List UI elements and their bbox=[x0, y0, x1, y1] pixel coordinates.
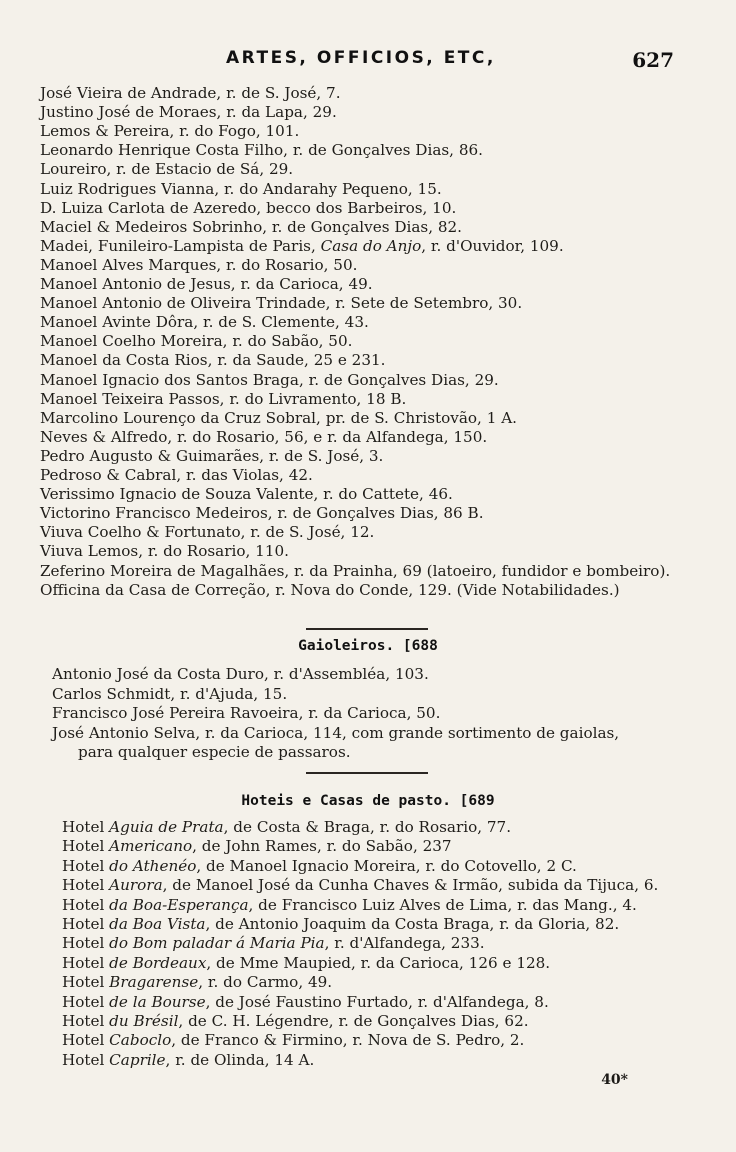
directory-entry: Manoel Antonio de Oliveira Trindade, r. Sete de Setembro, 30. bbox=[40, 294, 523, 313]
directory-entry: Manoel Antonio de Jesus, r. da Carioca, 49. bbox=[40, 275, 373, 293]
directory-entry: Antonio José da Costa Duro, r. d'Assembléa, 103. bbox=[52, 665, 429, 683]
directory-entry: Manoel Ignacio dos Santos Braga, r. de Gonçalves Dias, 29. bbox=[40, 370, 499, 389]
section-divider bbox=[306, 772, 428, 774]
directory-entry: Pedro Augusto & Guimarães, r. de S. José, 3. bbox=[40, 446, 384, 465]
section-divider bbox=[306, 628, 428, 630]
directory-entry: Hotel da Boa Vista, de Antonio Joaquim da Costa Braga, r. da Gloria, 82. bbox=[62, 915, 620, 933]
directory-entry: Luiz Rodrigues Vianna, r. do Andarahy Pequeno, 15. bbox=[40, 179, 442, 198]
page-number: 627 bbox=[632, 48, 674, 72]
directory-entry: Hotel do Athenéo, de Manoel Ignacio Moreira, r. do Cotovello, 2 C. bbox=[62, 856, 577, 875]
directory-entry: Hotel Aguia de Prata, de Costa & Braga, r. do Rosario, 77. bbox=[62, 818, 512, 836]
section-title-gaioleiros: Gaioleiros. [688 bbox=[298, 638, 438, 654]
directory-entry: Manoel Teixeira Passos, r. do Livramento, 18 B. bbox=[40, 389, 407, 408]
section-title-hoteis: Hoteis e Casas de pasto. [689 bbox=[241, 793, 495, 809]
directory-entry: Maciel & Medeiros Sobrinho, r. de Gonçalves Dias, 82. bbox=[40, 217, 463, 236]
directory-entry: Hotel de la Bourse, de José Faustino Furtado, r. d'Alfandega, 8. bbox=[62, 992, 549, 1011]
directory-entry: Justino José de Moraes, r. da Lapa, 29. bbox=[40, 103, 337, 122]
directory-entry: Hotel du Brésil, de C. H. Légendre, r. de Gonçalves Dias, 62. bbox=[62, 1012, 529, 1030]
directory-entry: Francisco José Pereira Ravoeira, r. da Carioca, 50. bbox=[52, 704, 441, 722]
running-title: ARTES, OFFICIOS, ETC, bbox=[226, 48, 496, 68]
directory-entry: para qualquer especie de passaros. bbox=[78, 743, 351, 761]
directory-entry: Lemos & Pereira, r. do Fogo, 101. bbox=[40, 122, 300, 141]
directory-entry: Madei, Funileiro-Lampista de Paris, Casa do Anjo, r. d'Ouvidor, 109. bbox=[40, 236, 564, 255]
directory-entry: Hotel da Boa-Esperança, de Francisco Luiz Alves de Lima, r. das Mang., 4. bbox=[62, 895, 637, 914]
directory-entry: Manoel Avinte Dôra, r. de S. Clemente, 43. bbox=[40, 313, 369, 332]
directory-entry: Hotel Bragarense, r. do Carmo, 49. bbox=[62, 973, 333, 992]
directory-entry: José Antonio Selva, r. da Carioca, 114, com grande sortimento de gaiolas, bbox=[52, 723, 620, 742]
directory-entry: Manoel Alves Marques, r. do Rosario, 50. bbox=[40, 255, 358, 274]
directory-entry: Viuva Coelho & Fortunato, r. de S. José, 12. bbox=[40, 523, 375, 542]
directory-entry: Neves & Alfredo, r. do Rosario, 56, e r. da Alfandega, 150. bbox=[40, 427, 488, 446]
directory-entry: Pedroso & Cabral, r. das Violas, 42. bbox=[40, 466, 313, 484]
directory-entry: Hotel Americano, de John Rames, r. do Sabão, 237 bbox=[62, 837, 452, 856]
directory-entry: Manoel da Costa Rios, r. da Saude, 25 e 231. bbox=[40, 351, 386, 370]
directory-entry: Viuva Lemos, r. do Rosario, 110. bbox=[40, 542, 289, 561]
directory-entry: Zeferino Moreira de Magalhães, r. da Prainha, 69 (latoeiro, fundidor e bombeiro). bbox=[40, 561, 671, 580]
directory-entry: D. Luiza Carlota de Azeredo, becco dos Barbeiros, 10. bbox=[40, 198, 457, 217]
directory-entry: Hotel Caprile, r. de Olinda, 14 A. bbox=[62, 1050, 315, 1069]
directory-entry: Verissimo Ignacio de Souza Valente, r. do Cattete, 46. bbox=[40, 485, 453, 504]
directory-entry: Hotel de Bordeaux, de Mme Maupied, r. da Carioca, 126 e 128. bbox=[62, 953, 551, 972]
directory-entry: Leonardo Henrique Costa Filho, r. de Gonçalves Dias, 86. bbox=[40, 141, 483, 160]
directory-entry: José Vieira de Andrade, r. de S. José, 7. bbox=[40, 84, 341, 102]
directory-entry: Manoel Coelho Moreira, r. do Sabão, 50. bbox=[40, 332, 353, 351]
page-header bbox=[0, 48, 736, 76]
directory-entry: Marcolino Lourenço da Cruz Sobral, pr. de S. Christovão, 1 A. bbox=[40, 408, 517, 427]
signature-mark: 40* bbox=[601, 1072, 628, 1088]
directory-entry: Carlos Schmidt, r. d'Ajuda, 15. bbox=[52, 684, 288, 703]
directory-entry: Hotel Aurora, de Manoel José da Cunha Chaves & Irmão, subida da Tijuca, 6. bbox=[62, 876, 659, 895]
directory-entry: Loureiro, r. de Estacio de Sá, 29. bbox=[40, 160, 294, 179]
directory-entry: Hotel Caboclo, de Franco & Firmino, r. Nova de S. Pedro, 2. bbox=[62, 1031, 525, 1050]
directory-entry: Officina da Casa de Correção, r. Nova do Conde, 129. (Vide Notabilidades.) bbox=[40, 580, 620, 599]
directory-entry: Hotel do Bom paladar á Maria Pia, r. d'Alfandega, 233. bbox=[62, 934, 485, 953]
directory-entry: Victorino Francisco Medeiros, r. de Gonçalves Dias, 86 B. bbox=[40, 504, 484, 523]
